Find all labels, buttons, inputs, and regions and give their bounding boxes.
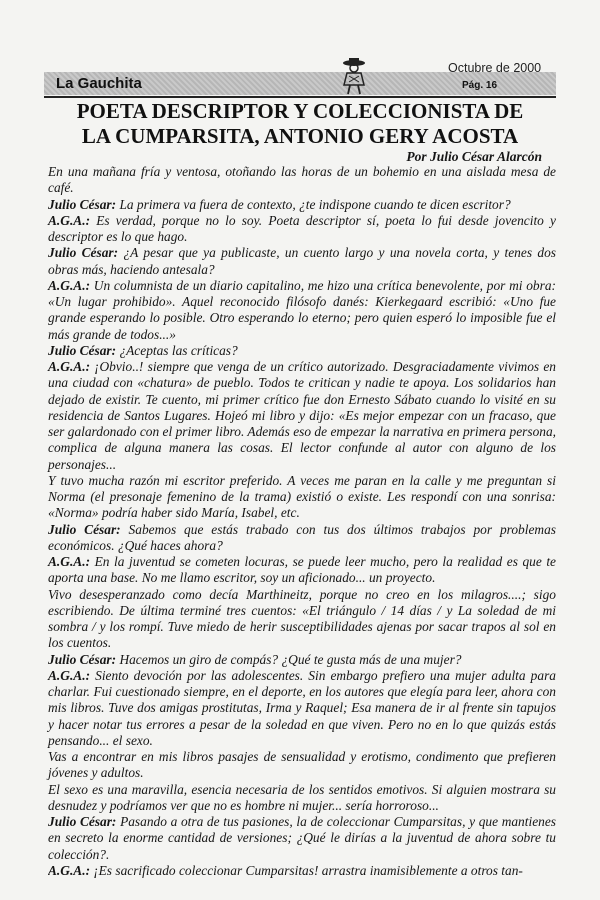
interview-paragraph xyxy=(48,554,556,587)
interview-paragraph xyxy=(48,652,556,668)
speaker-label: Julio César: xyxy=(48,342,117,358)
speaker-label: Julio César: xyxy=(48,651,117,667)
paragraph-text: El sexo es una maravilla, esencia necesaria de los sentidos emotivos. Si alguien mostrara su desnudez y podríamos ver que no es hombre ni mujer... sería horroroso... xyxy=(48,781,556,813)
speaker-label: Julio César: xyxy=(48,196,117,212)
speaker-label: Julio César: xyxy=(48,245,119,261)
paragraph-text: En una mañana fría y ventosa, otoñando las horas de un bohemio en una aislada mesa de café. xyxy=(48,164,556,196)
speaker-label: Julio César: xyxy=(48,814,117,829)
issue-date: Octubre de 2000 xyxy=(448,61,542,75)
gaucho-figure-icon xyxy=(340,56,368,96)
paragraph-text: Un columnista de un diario capitalino, me hizo una crítica benevolente, por mi obra: «Un lugar prohibido». Aquel reconocido filósofo danés: Kierkegaard escribió: «Uno fue grande esperando lo posible. Otro esperando lo eterno; pero quien esperó lo imposible fue el más grande de todos...» xyxy=(48,277,556,342)
interview-paragraph xyxy=(48,197,556,213)
interview-paragraph xyxy=(48,278,556,343)
interview-paragraph xyxy=(48,164,556,197)
paragraph-text: Sabemos que estás trabado con tus dos últimos trabajos por problemas económicos. ¿Qué haces ahora? xyxy=(48,521,556,553)
speaker-label: A.G.A.: xyxy=(48,277,91,293)
paragraph-text: Y tuvo mucha razón mi escritor preferido. A veces me paran en la calle y me preguntan si Norma (el presonaje femenino de la trama) existió o existe. Les respondí con una sonrisa: «Norma» podría haber sido María, Isabel, etc. xyxy=(48,472,556,521)
paragraph-text: Vivo desesperanzado como decía Marthineitz, porque no creo en los milagros....; sigo escribiendo. De última terminé tres cuentos: «El triángulo / 14 días / y La soledad de mi sombra / y los rompí. Tuve miedo de herir susceptibilidades ajenas por sacar trapos al sol en los cuentos. xyxy=(48,586,556,651)
article-title: POETA DESCRIPTOR Y COLECCIONISTA DE LA CUMPARSITA, ANTONIO GERY ACOSTA xyxy=(76,99,524,148)
interview-paragraph xyxy=(48,668,556,749)
paragraph-text: Es verdad, porque no lo soy. Poeta descriptor sí, poeta lo fui desde jovencito y descriptor es lo que hago. xyxy=(48,212,556,244)
speaker-label: A.G.A.: xyxy=(48,212,91,228)
interview-paragraph xyxy=(48,343,556,359)
speaker-label: A.G.A.: xyxy=(48,862,91,878)
paragraph-text: ¡Es sacrificado coleccionar Cumparsitas! arrastra inamisiblemente a otros tan- xyxy=(93,862,523,878)
interview-paragraph xyxy=(48,359,556,473)
interview-paragraph xyxy=(48,473,556,522)
paragraph-text: ¿A pesar que ya publicaste, un cuento largo y una novela corta, y tenes dos obras más, haciendo antesala? xyxy=(48,245,556,277)
interview-paragraph xyxy=(48,587,556,652)
publication-name: La Gauchita xyxy=(56,75,142,92)
speaker-label: A.G.A.: xyxy=(48,554,91,569)
paragraph-text: Hacemos un giro de compás? ¿Qué te gusta más de una mujer? xyxy=(119,651,462,667)
header-rule xyxy=(44,96,556,98)
paragraph-text: Pasando a otra de tus pasiones, la de coleccionar Cumparsitas, y que mantienes en secreto la enorme cantidad de versiones; ¿Qué le dirías a la juventud de ahora sobre tu colección?. xyxy=(48,814,556,862)
interview-paragraph xyxy=(48,245,556,278)
speaker-label: A.G.A.: xyxy=(48,359,91,374)
interview-paragraph xyxy=(48,814,556,863)
paragraph-text: En la juventud se cometen locuras, se puede leer mucho, pero la realidad es que te aporta una base. No me llamo escritor, soy un aficionado... un proyecto. xyxy=(48,554,556,586)
paragraph-text: La primera va fuera de contexto, ¿te indispone cuando te dicen escritor? xyxy=(119,196,511,212)
speaker-label: Julio César: xyxy=(48,521,121,537)
page-number: Pág. 16 xyxy=(462,80,498,91)
interview-paragraph xyxy=(48,213,556,246)
paragraph-text: Vas a encontrar en mis libros pasajes de sensualidad y erotismo, condimento que prefieren jóvenes y adultos. xyxy=(48,749,556,781)
interview-paragraph xyxy=(48,863,556,879)
speaker-label: A.G.A.: xyxy=(48,667,91,683)
article-byline: Por Julio César Alarcón xyxy=(406,149,542,164)
paragraph-text: Siento devoción por las adolescentes. Sin embargo prefiero una mujer adulta para charlar. Fui cuestionado siempre, en el deporte, en los autores que elegía para leer, ahora con mis libros. Tuve dos amigas prostitutas, Irma y Raquel; Esa manera de ir al frente sin tapujos y hacer notar tus errores a pesar de la soledad en que viven. Pero no en lo que quizás estás pensando... el sexo. xyxy=(48,667,556,748)
interview-paragraph xyxy=(48,522,556,555)
article-body xyxy=(48,164,556,879)
interview-paragraph xyxy=(48,749,556,782)
paragraph-text: ¿Aceptas las críticas? xyxy=(119,342,238,358)
paragraph-text: ¡Obvio..! siempre que venga de un crítico autorizado. Desgraciadamente vivimos en una ciudad con «chatura» de pueblo. Todos te critican y nadie te apoya. Los solidarios han dejado de existir. Te cuento, mi primer crítico fue don Ernesto Sábato cuando lo visité en su residencia de Santos Lugares. Hojeó mi libro y dijo: «Es mejor empezar con un fracaso, que ser galardonado con el primer libro. Además eso de empezar la narrativa en primera persona, complica de alguna manera las cosas. El lector confunde al autor con alguno de los personajes... xyxy=(48,359,556,472)
interview-paragraph xyxy=(48,782,556,815)
